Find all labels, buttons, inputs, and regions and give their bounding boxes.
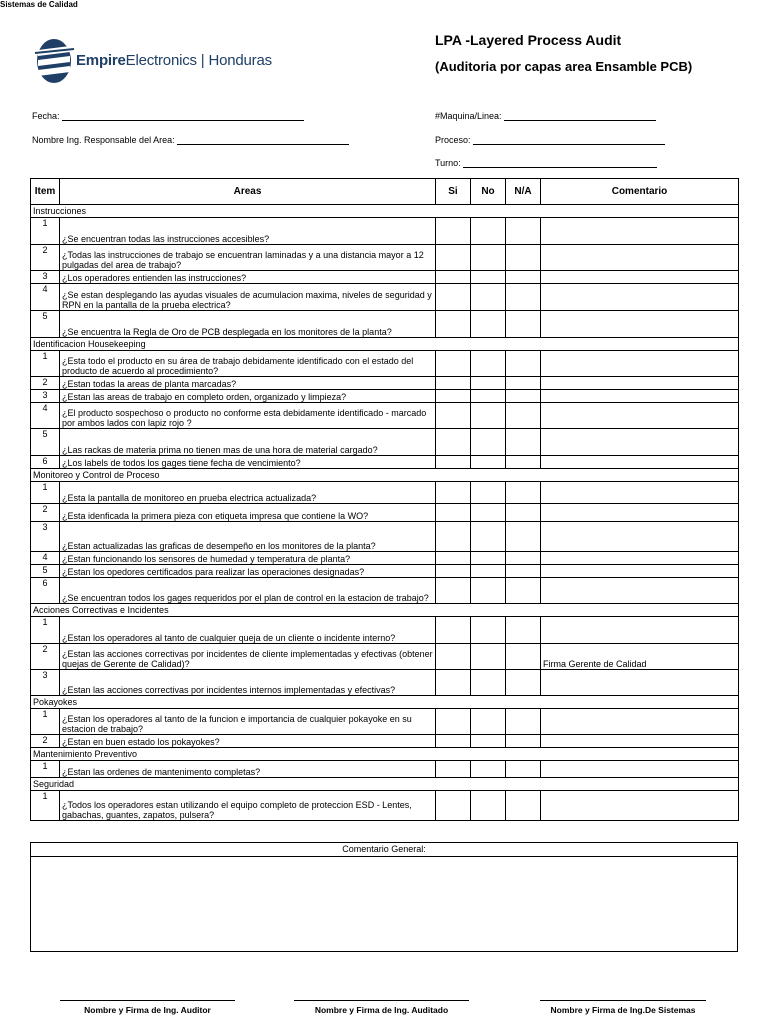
- question-text: ¿Todas las instrucciones de trabajo se encuentran laminadas y a una distancia mayor a 12 pulgadas del area de trabajo?: [60, 245, 436, 271]
- ingeniero-field[interactable]: Nombre Ing. Responsable del Area:: [32, 135, 349, 145]
- cell-na[interactable]: [506, 644, 541, 670]
- cell-na[interactable]: [506, 735, 541, 748]
- table-row: [31, 617, 739, 644]
- item-number: 3: [31, 670, 60, 696]
- general-comment-label: Comentario General:: [31, 843, 737, 857]
- cell-no[interactable]: [471, 271, 506, 284]
- cell-comentario[interactable]: [541, 218, 739, 245]
- cell-na[interactable]: [506, 311, 541, 338]
- cell-no[interactable]: [471, 552, 506, 565]
- question-text: ¿Estan los operadores al tanto de la funcion e importancia de cualquier pokayoke en su estacion de trabajo?: [60, 709, 436, 735]
- section-title: Pokayokes: [31, 696, 739, 709]
- section-title: Instrucciones: [31, 205, 739, 218]
- cell-na[interactable]: [506, 791, 541, 821]
- item-number: 4: [31, 403, 60, 429]
- cell-comentario[interactable]: [541, 271, 739, 284]
- question-text: ¿Los labels de todos los gages tiene fecha de vencimiento?: [60, 456, 436, 469]
- cell-no[interactable]: [471, 670, 506, 696]
- cell-si[interactable]: [436, 791, 471, 821]
- cell-si[interactable]: [436, 351, 471, 377]
- item-number: 4: [31, 284, 60, 311]
- cell-comentario[interactable]: [541, 522, 739, 552]
- header-comentario: Comentario: [541, 179, 739, 205]
- table-row: [31, 351, 739, 377]
- header-item: Item: [31, 179, 60, 205]
- cell-na[interactable]: [506, 456, 541, 469]
- cell-na[interactable]: [506, 761, 541, 778]
- item-number: 1: [31, 617, 60, 644]
- cell-si[interactable]: [436, 245, 471, 271]
- cell-comentario[interactable]: [541, 761, 739, 778]
- cell-si[interactable]: [436, 565, 471, 578]
- table-row: [31, 644, 739, 670]
- item-number: 3: [31, 522, 60, 552]
- cell-no[interactable]: [471, 504, 506, 522]
- cell-si[interactable]: [436, 311, 471, 338]
- cell-na[interactable]: [506, 552, 541, 565]
- cell-si[interactable]: [436, 284, 471, 311]
- top-note: Sistemas de Calidad: [0, 0, 78, 9]
- item-number: 2: [31, 735, 60, 748]
- table-row: [31, 245, 739, 271]
- cell-na[interactable]: [506, 565, 541, 578]
- cell-na[interactable]: [506, 709, 541, 735]
- question-text: ¿Estan en buen estado los pokayokes?: [60, 735, 436, 748]
- question-text: ¿Se estan desplegando las ayudas visuales de acumulacion maxima, niveles de seguridad y RPN en la pantalla de la prueba electrica?: [60, 284, 436, 311]
- audit-table: [30, 178, 739, 821]
- cell-comentario[interactable]: [541, 670, 739, 696]
- question-text: ¿Esta idenficada la primera pieza con etiqueta impresa que contiene la WO?: [60, 504, 436, 522]
- cell-no[interactable]: [471, 565, 506, 578]
- cell-comentario[interactable]: [541, 245, 739, 271]
- cell-comentario[interactable]: Firma Gerente de Calidad: [541, 644, 739, 670]
- cell-si[interactable]: [436, 644, 471, 670]
- cell-na[interactable]: [506, 390, 541, 403]
- cell-na[interactable]: [506, 218, 541, 245]
- cell-no[interactable]: [471, 245, 506, 271]
- cell-no[interactable]: [471, 578, 506, 604]
- item-number: 5: [31, 311, 60, 338]
- header-no: No: [471, 179, 506, 205]
- cell-si[interactable]: [436, 482, 471, 504]
- cell-na[interactable]: [506, 245, 541, 271]
- section-title: Mantenimiento Preventivo: [31, 748, 739, 761]
- cell-si[interactable]: [436, 218, 471, 245]
- question-text: ¿Estan todas la areas de planta marcadas?: [60, 377, 436, 390]
- table-row: [31, 271, 739, 284]
- item-number: 2: [31, 377, 60, 390]
- cell-na[interactable]: [506, 271, 541, 284]
- cell-na[interactable]: [506, 617, 541, 644]
- table-row: [31, 311, 739, 338]
- table-row: [31, 504, 739, 522]
- table-row: [31, 670, 739, 696]
- cell-na[interactable]: [506, 482, 541, 504]
- cell-no[interactable]: [471, 791, 506, 821]
- table-row: [31, 565, 739, 578]
- cell-comentario[interactable]: [541, 377, 739, 390]
- header-na: N/A: [506, 179, 541, 205]
- item-number: 3: [31, 271, 60, 284]
- table-row: [31, 456, 739, 469]
- question-text: ¿Se encuentra la Regla de Oro de PCB desplegada en los monitores de la planta?: [60, 311, 436, 338]
- table-row: [31, 284, 739, 311]
- cell-no[interactable]: [471, 617, 506, 644]
- question-text: ¿Esta todo el producto en su área de trabajo debidamente identificado con el estado del producto de acuerdo al procedimiento?: [60, 351, 436, 377]
- section-row: [31, 696, 739, 709]
- cell-comentario[interactable]: [541, 709, 739, 735]
- cell-comentario[interactable]: [541, 351, 739, 377]
- cell-no[interactable]: [471, 644, 506, 670]
- question-text: ¿Estan actualizadas las graficas de desempeño en los monitores de la planta?: [60, 522, 436, 552]
- cell-comentario[interactable]: [541, 429, 739, 456]
- question-text: ¿El producto sospechoso o producto no conforme esta debidamente identificado - marcado por ambos lados con lapiz rojo ?: [60, 403, 436, 429]
- cell-no[interactable]: [471, 403, 506, 429]
- table-row: [31, 552, 739, 565]
- cell-si[interactable]: [436, 504, 471, 522]
- table-row: [31, 482, 739, 504]
- table-row: [31, 709, 739, 735]
- cell-si[interactable]: [436, 552, 471, 565]
- table-row: [31, 761, 739, 778]
- section-title: Acciones Correctivas e Incidentes: [31, 604, 739, 617]
- cell-no[interactable]: [471, 735, 506, 748]
- cell-comentario[interactable]: [541, 284, 739, 311]
- general-comment-box[interactable]: [30, 842, 738, 952]
- cell-si[interactable]: [436, 761, 471, 778]
- cell-na[interactable]: [506, 377, 541, 390]
- item-number: 1: [31, 791, 60, 821]
- question-text: ¿Estan los opedores certificados para realizar las operaciones designadas?: [60, 565, 436, 578]
- item-number: 1: [31, 351, 60, 377]
- cell-na[interactable]: [506, 429, 541, 456]
- header-si: Si: [436, 179, 471, 205]
- cell-comentario[interactable]: [541, 578, 739, 604]
- cell-no[interactable]: [471, 377, 506, 390]
- section-row: [31, 748, 739, 761]
- cell-si[interactable]: [436, 709, 471, 735]
- item-number: 3: [31, 390, 60, 403]
- cell-comentario[interactable]: [541, 791, 739, 821]
- cell-si[interactable]: [436, 617, 471, 644]
- cell-si[interactable]: [436, 522, 471, 552]
- cell-no[interactable]: [471, 522, 506, 552]
- item-number: 6: [31, 456, 60, 469]
- item-number: 1: [31, 482, 60, 504]
- cell-si[interactable]: [436, 403, 471, 429]
- item-number: 1: [31, 218, 60, 245]
- cell-si[interactable]: [436, 578, 471, 604]
- signature-sistemas: Nombre y Firma de Ing.De Sistemas: [540, 1000, 706, 1015]
- header-areas: Areas: [60, 179, 436, 205]
- question-text: ¿Estan funcionando los sensores de humedad y temperatura de planta?: [60, 552, 436, 565]
- cell-no[interactable]: [471, 351, 506, 377]
- cell-comentario[interactable]: [541, 617, 739, 644]
- section-title: Seguridad: [31, 778, 739, 791]
- cell-na[interactable]: [506, 284, 541, 311]
- cell-no[interactable]: [471, 218, 506, 245]
- cell-no[interactable]: [471, 456, 506, 469]
- signature-auditor: Nombre y Firma de Ing. Auditor: [60, 1000, 235, 1015]
- cell-si[interactable]: [436, 456, 471, 469]
- item-number: 6: [31, 578, 60, 604]
- turno-field[interactable]: Turno:: [435, 158, 657, 168]
- table-row: [31, 735, 739, 748]
- table-row: [31, 390, 739, 403]
- table-row: [31, 578, 739, 604]
- table-row: [31, 522, 739, 552]
- cell-no[interactable]: [471, 390, 506, 403]
- cell-na[interactable]: [506, 504, 541, 522]
- page-title: LPA -Layered Process Audit: [435, 32, 622, 48]
- cell-si[interactable]: [436, 670, 471, 696]
- item-number: 2: [31, 644, 60, 670]
- table-header-row: [31, 179, 739, 205]
- cell-comentario[interactable]: [541, 456, 739, 469]
- question-text: ¿Estan las acciones correctivas por incidentes de cliente implementadas y efectivas (obtener quejas de Gerente de Calidad)?: [60, 644, 436, 670]
- fecha-field[interactable]: Fecha:: [32, 111, 304, 121]
- cell-si[interactable]: [436, 735, 471, 748]
- cell-na[interactable]: [506, 522, 541, 552]
- cell-comentario[interactable]: [541, 311, 739, 338]
- proceso-field[interactable]: Proceso:: [435, 135, 665, 145]
- maquina-field[interactable]: #Maquina/Linea:: [435, 111, 656, 121]
- item-number: 1: [31, 761, 60, 778]
- cell-comentario[interactable]: [541, 390, 739, 403]
- cell-comentario[interactable]: [541, 504, 739, 522]
- cell-comentario[interactable]: [541, 482, 739, 504]
- section-row: [31, 778, 739, 791]
- question-text: ¿Estan las ordenes de mantenimento completas?: [60, 761, 436, 778]
- cell-no[interactable]: [471, 482, 506, 504]
- table-row: [31, 791, 739, 821]
- cell-comentario[interactable]: [541, 403, 739, 429]
- cell-comentario[interactable]: [541, 735, 739, 748]
- cell-na[interactable]: [506, 670, 541, 696]
- item-number: 2: [31, 504, 60, 522]
- item-number: 1: [31, 709, 60, 735]
- section-title: Monitoreo y Control de Proceso: [31, 469, 739, 482]
- question-text: ¿Se encuentran todas las instrucciones accesibles?: [60, 218, 436, 245]
- question-text: ¿Las rackas de materia prima no tienen mas de una hora de material cargado?: [60, 429, 436, 456]
- table-row: [31, 218, 739, 245]
- cell-si[interactable]: [436, 271, 471, 284]
- question-text: ¿Estan las acciones correctivas por incidentes internos implementadas y efectivas?: [60, 670, 436, 696]
- cell-no[interactable]: [471, 761, 506, 778]
- question-text: ¿Estan los operadores al tanto de cualquier queja de un cliente o incidente interno?: [60, 617, 436, 644]
- item-number: 2: [31, 245, 60, 271]
- cell-no[interactable]: [471, 709, 506, 735]
- company-name: EmpireElectronics | Honduras: [76, 52, 272, 69]
- cell-no[interactable]: [471, 311, 506, 338]
- section-row: [31, 338, 739, 351]
- question-text: ¿Los operadores entienden las instrucciones?: [60, 271, 436, 284]
- item-number: 5: [31, 565, 60, 578]
- section-title: Identificacion Housekeeping: [31, 338, 739, 351]
- cell-comentario[interactable]: [541, 565, 739, 578]
- item-number: 5: [31, 429, 60, 456]
- cell-na[interactable]: [506, 403, 541, 429]
- cell-na[interactable]: [506, 578, 541, 604]
- cell-no[interactable]: [471, 429, 506, 456]
- section-row: [31, 205, 739, 218]
- page-subtitle: (Auditoria por capas area Ensamble PCB): [435, 59, 693, 74]
- cell-no[interactable]: [471, 284, 506, 311]
- table-row: [31, 403, 739, 429]
- cell-si[interactable]: [436, 390, 471, 403]
- question-text: ¿Esta la pantalla de monitoreo en prueba electrica actualizada?: [60, 482, 436, 504]
- cell-si[interactable]: [436, 377, 471, 390]
- cell-comentario[interactable]: [541, 552, 739, 565]
- question-text: ¿Se encuentran todos los gages requeridos por el plan de control en la estacion de trabajo?: [60, 578, 436, 604]
- item-number: 4: [31, 552, 60, 565]
- section-row: [31, 604, 739, 617]
- question-text: ¿Estan las areas de trabajo en completo orden, organizado y limpieza?: [60, 390, 436, 403]
- table-row: [31, 377, 739, 390]
- question-text: ¿Todos los operadores estan utilizando el equipo completo de proteccion ESD - Lentes, gabachas, guantes, zapatos, pulsera?: [60, 791, 436, 821]
- table-row: [31, 429, 739, 456]
- section-row: [31, 469, 739, 482]
- signature-auditado: Nombre y Firma de Ing. Auditado: [294, 1000, 469, 1015]
- cell-na[interactable]: [506, 351, 541, 377]
- cell-si[interactable]: [436, 429, 471, 456]
